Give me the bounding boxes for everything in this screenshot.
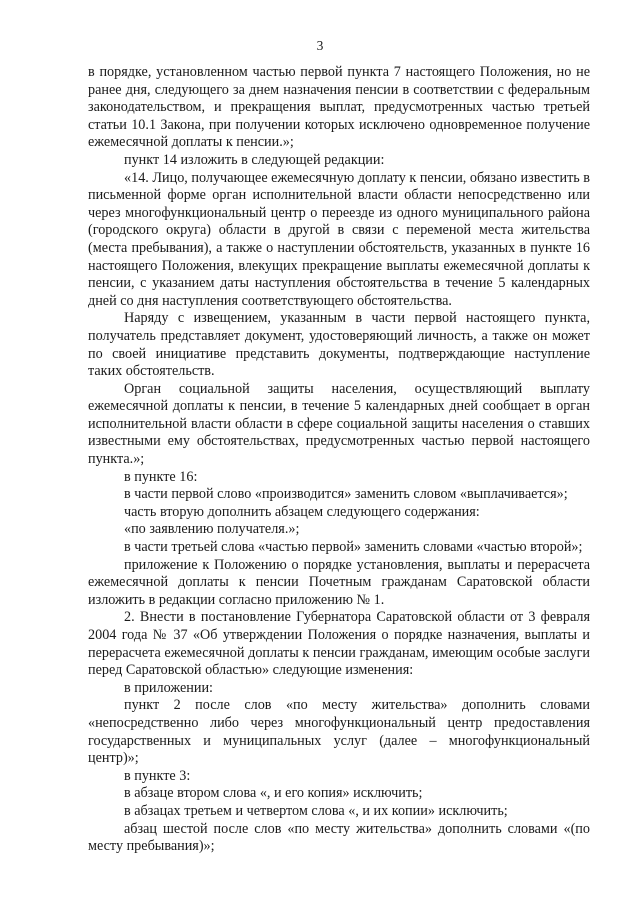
page-number: 3 xyxy=(316,38,324,53)
paragraph: приложение к Положению о порядке установления, выплаты и перерасчета ежемесячной доплаты к пенсии Почетным гражданам Саратовской области изложить в редакции согласно приложению № 1. xyxy=(88,556,590,608)
paragraph: в пункте 16: xyxy=(124,468,198,485)
paragraph: в части третьей слова «частью первой» заменить словами «частью второй»; xyxy=(124,539,583,556)
paragraph: в приложении: xyxy=(124,679,213,696)
paragraph: в порядке, установленном частью первой пункта 7 настоящего Положения, но не ранее дня, следующего за днем назначения пенсии в соответствии с федеральным законодательством, и прекращения выплат, предусмотренных частью третьей статьи 10.1 Закона, при получении которых исключено одновременное получение ежемесячной доплаты к пенсии.»; xyxy=(88,64,590,151)
paragraph: пункт 14 изложить в следующей редакции: xyxy=(124,151,385,168)
paragraph: «14. Лицо, получающее ежемесячную доплату к пенсии, обязано известить в письменной форме орган исполнительной власти области непосредственно или через многофункциональный центр о переезде из одного муниципального района (городского округа) области в другой в связи с переменой места жительства (места пребывания), а также о наступлении обстоятельств, указанных в пункте 16 настоящего Положения, влекущих прекращение выплаты ежемесячной доплаты к пенсии, с указанием даты наступления обстоятельства в течение 5 календарных дней со дня наступления соответствующего обстоятельства. xyxy=(88,169,590,309)
paragraph: в пункте 3: xyxy=(124,767,191,784)
paragraph: «по заявлению получателя.»; xyxy=(124,521,300,538)
paragraph: 2. Внести в постановление Губернатора Саратовской области от 3 февраля 2004 года № 37 «Об утверждении Положения о порядке назначения, выплаты и перерасчета ежемесячной доплаты к пенсии гражданам, имеющим особые заслуги перед Саратовской областью» следующие изменения: xyxy=(88,609,590,679)
paragraph: пункт 2 после слов «по месту жительства» дополнить словами «непосредственно либо через многофункциональный центр предоставления государственных и муниципальных услуг (далее – многофункциональный центр)»; xyxy=(88,697,590,767)
document-body xyxy=(88,64,590,856)
paragraph: абзац шестой после слов «по месту жительства» дополнить словами «(по месту пребывания)»; xyxy=(88,820,590,855)
paragraph: Наряду с извещением, указанным в части первой настоящего пункта, получатель представляет документ, удостоверяющий личность, а также он может по своей инициативе представить документы, подтверждающие наступление таких обстоятельств. xyxy=(88,310,590,380)
paragraph: в абзаце втором слова «, и его копия» исключить; xyxy=(124,785,423,802)
paragraph: в части первой слово «производится» заменить словом «выплачивается»; xyxy=(124,486,568,503)
paragraph: Орган социальной защиты населения, осуществляющий выплату ежемесячной доплаты к пенсии, в течение 5 календарных дней сообщает в орган исполнительной власти области в сфере социальной защиты населения о ставших известными ему обстоятельствах, предусмотренных частью первой настоящего пункта.»; xyxy=(88,380,590,468)
paragraph: часть вторую дополнить абзацем следующего содержания: xyxy=(124,503,480,520)
paragraph: в абзацах третьем и четвертом слова «, и их копии» исключить; xyxy=(124,802,508,819)
